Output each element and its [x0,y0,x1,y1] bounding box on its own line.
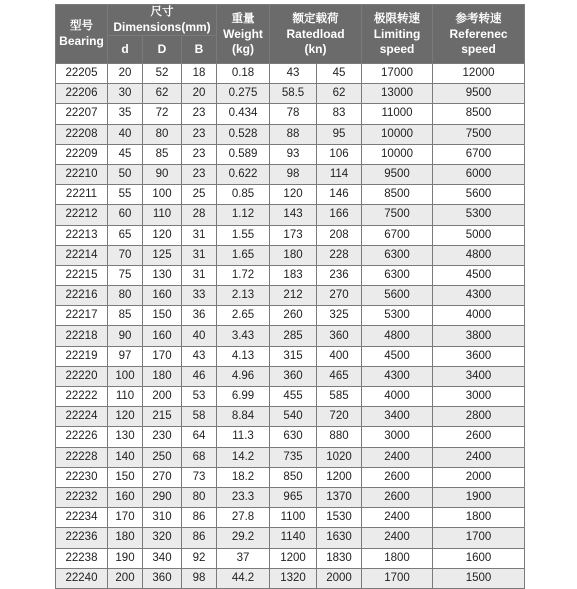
cell-weight: 0.622 [217,164,270,184]
cell-load-b: 45 [317,64,362,84]
cell-d: 120 [108,407,143,427]
cell-D: 170 [143,346,182,366]
header-dimensions [108,5,217,36]
cell-d: 130 [108,427,143,447]
table-row [56,306,525,326]
cell-d: 65 [108,225,143,245]
cell-B: 86 [182,508,217,528]
cell-D: 310 [143,508,182,528]
cell-bearing-model: 22228 [56,447,108,467]
cell-B: 28 [182,205,217,225]
cell-B: 31 [182,245,217,265]
cell-load-a: 540 [270,407,317,427]
cell-load-a: 630 [270,427,317,447]
cell-d: 100 [108,366,143,386]
cell-d: 160 [108,487,143,507]
cell-load-b: 1020 [317,447,362,467]
cell-d: 45 [108,144,143,164]
cell-load-b: 114 [317,164,362,184]
cell-weight: 3.43 [217,326,270,346]
cell-B: 92 [182,548,217,568]
cell-d: 180 [108,528,143,548]
cell-D: 320 [143,528,182,548]
table-row [56,164,525,184]
cell-reference-speed: 4000 [433,306,525,326]
cell-B: 31 [182,225,217,245]
cell-limiting-speed: 2400 [362,447,433,467]
cell-reference-speed: 8500 [433,104,525,124]
cell-load-a: 315 [270,346,317,366]
cell-D: 100 [143,185,182,205]
cell-reference-speed: 3600 [433,346,525,366]
cell-weight: 0.589 [217,144,270,164]
cell-weight: 1.12 [217,205,270,225]
cell-bearing-model: 22212 [56,205,108,225]
cell-d: 85 [108,306,143,326]
table-row [56,487,525,507]
header-d: d [108,36,143,64]
cell-B: 64 [182,427,217,447]
cell-weight: 0.434 [217,104,270,124]
cell-weight: 14.2 [217,447,270,467]
cell-reference-speed: 4300 [433,286,525,306]
cell-bearing-model: 22213 [56,225,108,245]
cell-limiting-speed: 8500 [362,185,433,205]
cell-D: 360 [143,568,182,588]
bearing-spec-table [55,4,525,589]
table-row [56,508,525,528]
cell-bearing-model: 22205 [56,64,108,84]
cell-D: 230 [143,427,182,447]
cell-D: 340 [143,548,182,568]
cell-weight: 1.72 [217,265,270,285]
cell-weight: 1.65 [217,245,270,265]
cell-reference-speed: 1500 [433,568,525,588]
cell-D: 160 [143,286,182,306]
cell-B: 53 [182,387,217,407]
table-row [56,205,525,225]
header-dimensions-zh: 尺寸 [150,6,174,18]
cell-B: 46 [182,366,217,386]
cell-load-b: 880 [317,427,362,447]
cell-limiting-speed: 10000 [362,144,433,164]
header-model-en: Bearing [59,34,104,48]
cell-D: 52 [143,64,182,84]
cell-bearing-model: 22216 [56,286,108,306]
cell-load-b: 166 [317,205,362,225]
cell-bearing-model: 22230 [56,467,108,487]
cell-reference-speed: 1700 [433,528,525,548]
header-B: B [182,36,217,64]
table-row [56,427,525,447]
cell-load-a: 260 [270,306,317,326]
header-rated-load-en: Ratedload [286,26,345,41]
cell-load-b: 400 [317,346,362,366]
header-reference-speed-en2: speed [461,41,496,56]
cell-load-b: 106 [317,144,362,164]
cell-D: 125 [143,245,182,265]
cell-limiting-speed: 4500 [362,346,433,366]
table-row [56,185,525,205]
cell-reference-speed: 3000 [433,387,525,407]
cell-reference-speed: 12000 [433,64,525,84]
cell-weight: 29.2 [217,528,270,548]
cell-load-b: 585 [317,387,362,407]
cell-D: 62 [143,84,182,104]
cell-limiting-speed: 13000 [362,84,433,104]
cell-load-a: 143 [270,205,317,225]
header-D: D [143,36,182,64]
header-dimensions-en: Dimensions(mm) [113,20,211,34]
header-limiting-speed-zh: 极限转速 [374,12,421,25]
cell-limiting-speed: 17000 [362,64,433,84]
cell-load-a: 58.5 [270,84,317,104]
cell-limiting-speed: 11000 [362,104,433,124]
cell-B: 18 [182,64,217,84]
cell-load-b: 2000 [317,568,362,588]
cell-load-a: 1100 [270,508,317,528]
cell-d: 20 [108,64,143,84]
cell-bearing-model: 22238 [56,548,108,568]
cell-load-b: 62 [317,84,362,104]
cell-bearing-model: 22218 [56,326,108,346]
cell-load-b: 1630 [317,528,362,548]
cell-bearing-model: 22224 [56,407,108,427]
cell-limiting-speed: 2400 [362,528,433,548]
cell-bearing-model: 22211 [56,185,108,205]
cell-load-b: 1830 [317,548,362,568]
table-row [56,104,525,124]
cell-bearing-model: 22236 [56,528,108,548]
table-row [56,124,525,144]
cell-limiting-speed: 4000 [362,387,433,407]
cell-B: 43 [182,346,217,366]
cell-load-a: 212 [270,286,317,306]
cell-B: 23 [182,164,217,184]
cell-reference-speed: 7500 [433,124,525,144]
cell-reference-speed: 4500 [433,265,525,285]
cell-B: 31 [182,265,217,285]
cell-reference-speed: 3800 [433,326,525,346]
cell-reference-speed: 5000 [433,225,525,245]
cell-limiting-speed: 5600 [362,286,433,306]
cell-load-a: 93 [270,144,317,164]
header-model-zh: 型号 [70,20,93,32]
cell-limiting-speed: 5300 [362,306,433,326]
table-row [56,326,525,346]
cell-weight: 1.55 [217,225,270,245]
table-row [56,568,525,588]
cell-weight: 44.2 [217,568,270,588]
cell-D: 130 [143,265,182,285]
cell-load-b: 270 [317,286,362,306]
cell-limiting-speed: 6300 [362,265,433,285]
cell-d: 170 [108,508,143,528]
cell-load-b: 465 [317,366,362,386]
header-rated-load [270,5,362,64]
cell-D: 160 [143,326,182,346]
cell-B: 25 [182,185,217,205]
cell-load-a: 183 [270,265,317,285]
cell-bearing-model: 22226 [56,427,108,447]
cell-D: 110 [143,205,182,225]
cell-load-a: 98 [270,164,317,184]
cell-D: 215 [143,407,182,427]
cell-weight: 4.96 [217,366,270,386]
cell-load-b: 83 [317,104,362,124]
cell-weight: 11.3 [217,427,270,447]
cell-reference-speed: 2600 [433,427,525,447]
table-body [56,64,525,589]
table-row [56,467,525,487]
header-weight-en: Weight [223,26,263,41]
cell-bearing-model: 22214 [56,245,108,265]
cell-D: 270 [143,467,182,487]
cell-limiting-speed: 7500 [362,205,433,225]
cell-load-b: 1200 [317,467,362,487]
header-weight-unit: (kg) [232,41,255,56]
cell-limiting-speed: 2400 [362,508,433,528]
cell-D: 150 [143,306,182,326]
cell-d: 90 [108,326,143,346]
cell-B: 20 [182,84,217,104]
cell-d: 40 [108,124,143,144]
cell-B: 23 [182,124,217,144]
header-weight-zh: 重量 [231,12,255,25]
cell-B: 33 [182,286,217,306]
cell-load-a: 1320 [270,568,317,588]
table-row [56,144,525,164]
cell-bearing-model: 22240 [56,568,108,588]
cell-B: 68 [182,447,217,467]
cell-limiting-speed: 1700 [362,568,433,588]
cell-d: 200 [108,568,143,588]
cell-D: 80 [143,124,182,144]
cell-d: 60 [108,205,143,225]
cell-weight: 18.2 [217,467,270,487]
cell-weight: 27.8 [217,508,270,528]
header-model [56,5,108,64]
cell-limiting-speed: 3000 [362,427,433,447]
table-row [56,447,525,467]
cell-reference-speed: 2000 [433,467,525,487]
cell-D: 200 [143,387,182,407]
cell-B: 73 [182,467,217,487]
cell-d: 55 [108,185,143,205]
cell-weight: 0.85 [217,185,270,205]
header-rated-load-zh: 额定载荷 [292,12,339,25]
table-row [56,407,525,427]
cell-reference-speed: 6700 [433,144,525,164]
cell-load-b: 95 [317,124,362,144]
cell-bearing-model: 22217 [56,306,108,326]
cell-d: 70 [108,245,143,265]
header-reference-speed-en1: Referenec [449,26,508,41]
cell-reference-speed: 3400 [433,366,525,386]
cell-B: 58 [182,407,217,427]
cell-load-b: 720 [317,407,362,427]
cell-weight: 0.528 [217,124,270,144]
cell-weight: 23.3 [217,487,270,507]
cell-load-b: 208 [317,225,362,245]
table-row [56,245,525,265]
cell-reference-speed: 2800 [433,407,525,427]
cell-B: 23 [182,144,217,164]
table-row [56,387,525,407]
cell-limiting-speed: 2600 [362,487,433,507]
cell-limiting-speed: 2600 [362,467,433,487]
cell-load-a: 120 [270,185,317,205]
header-rated-load-unit: (kn) [304,41,327,56]
table-row [56,265,525,285]
cell-reference-speed: 5600 [433,185,525,205]
cell-bearing-model: 22209 [56,144,108,164]
cell-weight: 0.275 [217,84,270,104]
cell-B: 23 [182,104,217,124]
cell-bearing-model: 22232 [56,487,108,507]
cell-bearing-model: 22208 [56,124,108,144]
cell-load-b: 360 [317,326,362,346]
cell-load-b: 228 [317,245,362,265]
cell-limiting-speed: 4800 [362,326,433,346]
cell-bearing-model: 22207 [56,104,108,124]
cell-d: 75 [108,265,143,285]
cell-reference-speed: 9500 [433,84,525,104]
cell-limiting-speed: 3400 [362,407,433,427]
cell-load-a: 43 [270,64,317,84]
cell-load-a: 180 [270,245,317,265]
header-limiting-speed [362,5,433,64]
cell-weight: 2.13 [217,286,270,306]
cell-weight: 37 [217,548,270,568]
cell-D: 72 [143,104,182,124]
cell-reference-speed: 2400 [433,447,525,467]
cell-d: 97 [108,346,143,366]
cell-limiting-speed: 6300 [362,245,433,265]
cell-d: 150 [108,467,143,487]
table-row [56,225,525,245]
cell-bearing-model: 22234 [56,508,108,528]
cell-B: 36 [182,306,217,326]
cell-load-a: 173 [270,225,317,245]
cell-load-a: 78 [270,104,317,124]
header-limiting-speed-en2: speed [379,41,415,56]
cell-bearing-model: 22215 [56,265,108,285]
cell-d: 110 [108,387,143,407]
cell-load-b: 146 [317,185,362,205]
cell-D: 180 [143,366,182,386]
cell-B: 86 [182,528,217,548]
cell-D: 290 [143,487,182,507]
cell-reference-speed: 1900 [433,487,525,507]
cell-weight: 6.99 [217,387,270,407]
cell-D: 85 [143,144,182,164]
cell-bearing-model: 22220 [56,366,108,386]
cell-D: 120 [143,225,182,245]
cell-d: 190 [108,548,143,568]
cell-load-a: 285 [270,326,317,346]
cell-load-a: 88 [270,124,317,144]
cell-load-a: 850 [270,467,317,487]
cell-B: 80 [182,487,217,507]
cell-load-a: 1140 [270,528,317,548]
cell-reference-speed: 1800 [433,508,525,528]
header-reference-speed [433,5,525,64]
table-row [56,64,525,84]
cell-load-b: 1370 [317,487,362,507]
cell-weight: 0.18 [217,64,270,84]
cell-d: 50 [108,164,143,184]
table-header [56,5,525,64]
cell-B: 98 [182,568,217,588]
cell-limiting-speed: 4300 [362,366,433,386]
cell-d: 140 [108,447,143,467]
cell-D: 250 [143,447,182,467]
cell-limiting-speed: 6700 [362,225,433,245]
cell-reference-speed: 4800 [433,245,525,265]
cell-reference-speed: 1600 [433,548,525,568]
cell-d: 30 [108,84,143,104]
cell-load-a: 455 [270,387,317,407]
header-weight [217,5,270,64]
table-row [56,286,525,306]
table-row [56,84,525,104]
cell-reference-speed: 5300 [433,205,525,225]
cell-bearing-model: 22210 [56,164,108,184]
cell-limiting-speed: 10000 [362,124,433,144]
cell-d: 35 [108,104,143,124]
cell-limiting-speed: 9500 [362,164,433,184]
table-row [56,366,525,386]
cell-load-a: 1200 [270,548,317,568]
table-row [56,346,525,366]
cell-B: 40 [182,326,217,346]
cell-load-b: 325 [317,306,362,326]
cell-D: 90 [143,164,182,184]
cell-load-a: 360 [270,366,317,386]
cell-weight: 8.84 [217,407,270,427]
table-row [56,548,525,568]
cell-load-b: 1530 [317,508,362,528]
cell-bearing-model: 22219 [56,346,108,366]
cell-d: 80 [108,286,143,306]
cell-bearing-model: 22222 [56,387,108,407]
header-reference-speed-zh: 参考转速 [455,12,502,25]
cell-reference-speed: 6000 [433,164,525,184]
cell-load-b: 236 [317,265,362,285]
cell-weight: 4.13 [217,346,270,366]
cell-limiting-speed: 1800 [362,548,433,568]
cell-load-a: 965 [270,487,317,507]
cell-load-a: 735 [270,447,317,467]
header-limiting-speed-en1: Limiting [373,26,421,41]
table-row [56,528,525,548]
cell-bearing-model: 22206 [56,84,108,104]
cell-weight: 2.65 [217,306,270,326]
